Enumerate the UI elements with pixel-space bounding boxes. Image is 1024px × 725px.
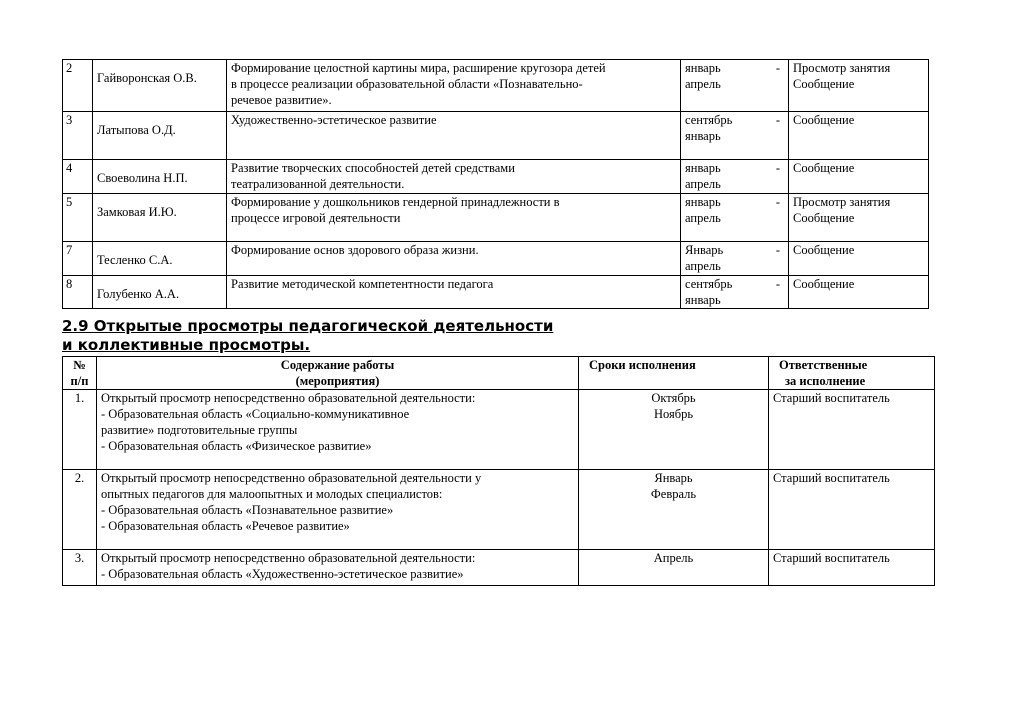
content-cell: Открытый просмотр непосредственно образовательной деятельности: - Образовательная область «Художественно-эстетическое развитие» xyxy=(97,550,579,586)
responsible-cell: Старший воспитатель xyxy=(769,390,935,470)
responsible-cell: Старший воспитатель xyxy=(769,550,935,586)
row-number: 2. xyxy=(63,470,97,550)
content-cell: Открытый просмотр непосредственно образовательной деятельности у опытных педагогов для малоопытных и молодых специалистов: - Образовательная область «Познавательное развитие» - Образовательная область «Речевое развитие» xyxy=(97,470,579,550)
dates-cell: Январь Февраль xyxy=(579,470,769,550)
content-cell: Открытый просмотр непосредственно образовательной деятельности: - Образовательная область «Социально-коммуникативное развитие» подготовительные группы - Образовательная область «Физическое развитие» xyxy=(97,390,579,470)
table-row xyxy=(63,194,929,242)
table-row xyxy=(63,276,929,309)
teacher-name: Голубенко А.А. xyxy=(93,276,227,309)
header-num: № п/п xyxy=(63,357,97,390)
topic-cell: Развитие методической компетентности педагога xyxy=(227,276,681,309)
report-form-cell: Просмотр занятия Сообщение xyxy=(789,60,929,112)
row-number: 5 xyxy=(63,194,93,242)
row-number: 7 xyxy=(63,242,93,276)
period-cell: - январь апрель xyxy=(681,160,789,194)
dates-cell: Апрель xyxy=(579,550,769,586)
table-header-row xyxy=(63,357,935,390)
topic-cell: Развитие творческих способностей детей средствами театрализованной деятельности. xyxy=(227,160,681,194)
topic-cell: Формирование у дошкольников гендерной принадлежности в процессе игровой деятельности xyxy=(227,194,681,242)
row-number: 3 xyxy=(63,112,93,160)
teacher-name: Гайворонская О.В. xyxy=(93,60,227,112)
row-number: 4 xyxy=(63,160,93,194)
period-cell: - январь апрель xyxy=(681,194,789,242)
row-number: 3. xyxy=(63,550,97,586)
section-heading-line-2: и коллективные просмотры. xyxy=(62,336,311,354)
responsible-cell: Старший воспитатель xyxy=(769,470,935,550)
report-form-cell: Сообщение xyxy=(789,276,929,309)
teacher-name: Своеволина Н.П. xyxy=(93,160,227,194)
row-number: 2 xyxy=(63,60,93,112)
table-row xyxy=(63,60,929,112)
report-form-cell: Сообщение xyxy=(789,160,929,194)
header-dates: Сроки исполнения xyxy=(579,357,769,390)
section-heading-line-1: 2.9 Открытые просмотры педагогической деятельности xyxy=(62,317,554,335)
period-cell: - январь апрель xyxy=(681,60,789,112)
self-education-table xyxy=(62,59,929,309)
row-number: 8 xyxy=(63,276,93,309)
teacher-name: Тесленко С.А. xyxy=(93,242,227,276)
table-row xyxy=(63,112,929,160)
topic-cell: Формирование основ здорового образа жизни. xyxy=(227,242,681,276)
period-cell: - Январь апрель xyxy=(681,242,789,276)
table-row xyxy=(63,390,935,470)
table-row xyxy=(63,242,929,276)
period-cell: - сентябрь январь xyxy=(681,276,789,309)
teacher-name: Замковая И.Ю. xyxy=(93,194,227,242)
section-heading xyxy=(62,317,762,355)
report-form-cell: Сообщение xyxy=(789,242,929,276)
table-row xyxy=(63,160,929,194)
period-cell: - сентябрь январь xyxy=(681,112,789,160)
table-row xyxy=(63,470,935,550)
header-responsible: Ответственные за исполнение xyxy=(769,357,935,390)
table-row xyxy=(63,550,935,586)
header-content: Содержание работы (мероприятия) xyxy=(97,357,579,390)
topic-cell: Художественно-эстетическое развитие xyxy=(227,112,681,160)
row-number: 1. xyxy=(63,390,97,470)
topic-cell: Формирование целостной картины мира, расширение кругозора детей в процессе реализации образовательной области «Познавательно- речевое развитие». xyxy=(227,60,681,112)
report-form-cell: Просмотр занятия Сообщение xyxy=(789,194,929,242)
teacher-name: Латыпова О.Д. xyxy=(93,112,227,160)
open-viewings-table xyxy=(62,356,935,586)
report-form-cell: Сообщение xyxy=(789,112,929,160)
dates-cell: Октябрь Ноябрь xyxy=(579,390,769,470)
